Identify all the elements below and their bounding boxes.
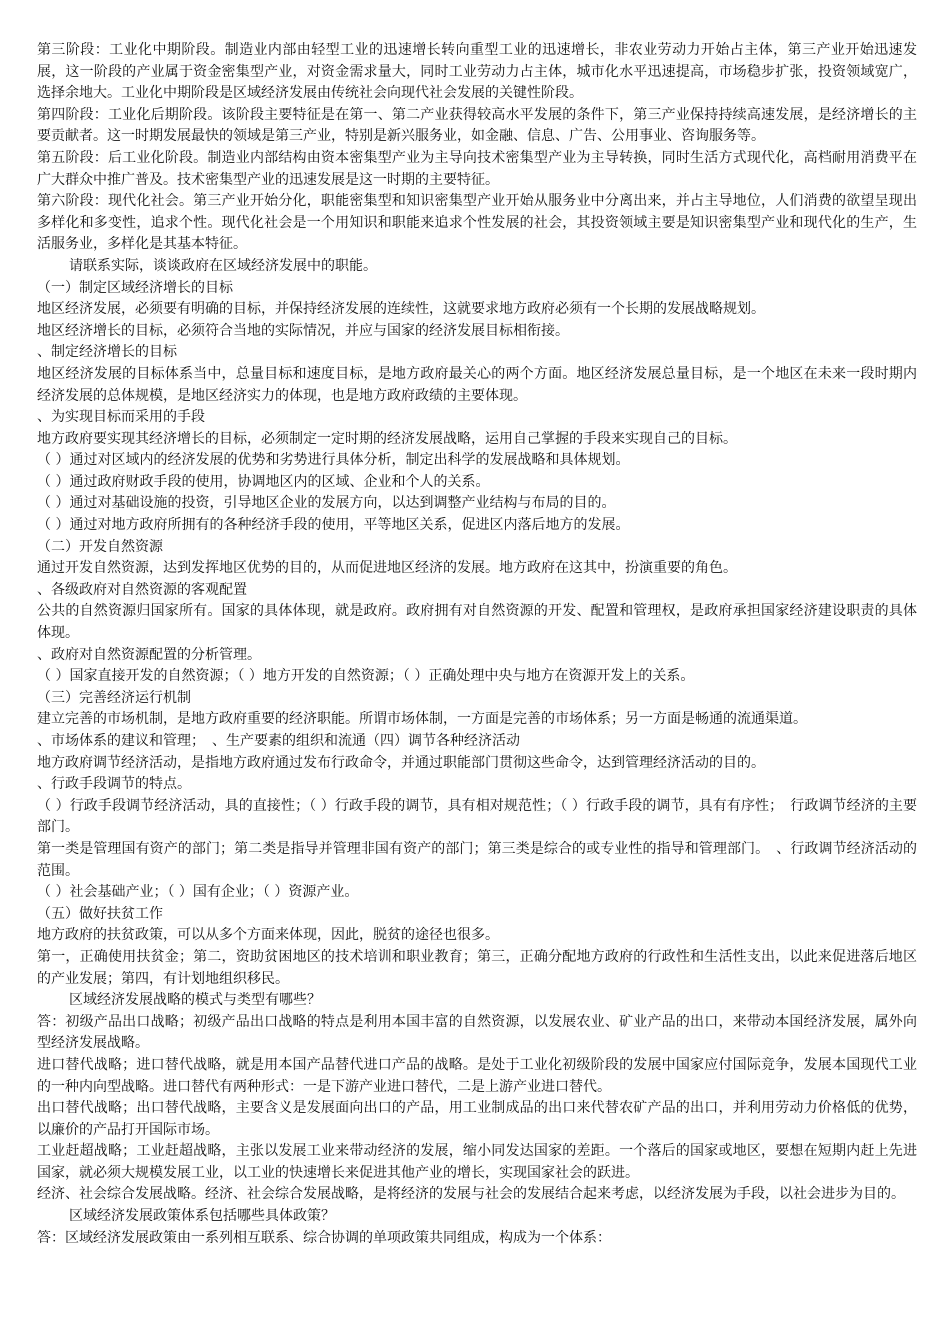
- subheading: 、制定经济增长的目标: [37, 344, 177, 361]
- paragraph: 工业赶超战略；工业赶超战略，主张以发展工业来带动经济的发展，缩小同发达国家的差距。一个落后的国家或地区，要想在短期内赶上先进国家，就必须大规模发展工业，以工业的快速增长来促进其他产业的增长，实现国家社会的跃进。: [37, 1143, 917, 1181]
- answer-paragraph: 答：初级产品出口战略；初级产品出口战略的特点是利用本国丰富的自然资源，以发展农业、矿业产品的出口，来带动本国经济发展，属外向型经济发展战略。: [37, 1013, 917, 1052]
- paragraph: 地区经济发展的目标体系当中，总量目标和速度目标，是地方政府最关心的两个方面。地区经济发展总量目标，是一个地区在未来一段时期内经济发展的总体规模，是地区经济实力的体现，也是地方政府政绩的主要体现。: [37, 365, 917, 404]
- paragraph-stage-3: 第三阶段：工业化中期阶段。制造业内部由轻型工业的迅速增长转向重型工业的迅速增长，非农业劳动力开始占主体，第三产业开始迅速发展，这一阶段的产业属于资金密集型产业，对资金需求量大，同时工业劳动力占主体，城市化水平迅速提高，市场稳步扩张，投资领域宽广，选择余地大。工业化中期阶段是区域经济发展由传统社会向现代社会发展的关键性阶段。: [37, 42, 917, 102]
- paragraph: 第一，正确使用扶贫金；第二，资助贫困地区的技术培训和职业教育；第三，正确分配地方政府的行政性和生活性支出，以此来促进落后地区的产业发展；第四，有计划地组织移民。: [37, 948, 917, 987]
- paragraph: 地方政府的扶贫政策，可以从多个方面来体现，因此，脱贫的途径也很多。: [37, 927, 499, 944]
- paragraph: 地方政府要实现其经济增长的目标，必须制定一定时期的经济发展战略，运用自己掌握的手段来实现自己的目标。: [37, 430, 737, 447]
- list-item: （ ）通过对地方政府所拥有的各种经济手段的使用，平等地区关系，促进区内落后地方的发展。: [37, 517, 630, 534]
- paragraph-stage-5: 第五阶段：后工业化阶段。制造业内部结构由资本密集型产业为主导向技术密集型产业为主导转换，同时生活方式现代化，高档耐用消费平在广大群众中推广普及。技术密集型产业的迅速发展是这一时期的主要特征。: [37, 149, 917, 188]
- paragraph: 进口替代战略；进口替代战略，就是用本国产品替代进口产品的战略。是处于工业化初级阶段的发展中国家应付国际竞争，发展本国现代工业的一种内向型战略。进口替代有两种形式：一是下游产业进口替代，二是上游产业进口替代。: [37, 1056, 917, 1095]
- paragraph: 通过开发自然资源，达到发挥地区优势的目的，从而促进地区经济的发展。地方政府在这其中，扮演重要的角色。: [37, 560, 737, 577]
- section-heading: （五）做好扶贫工作: [37, 905, 163, 922]
- paragraph: 经济、社会综合发展战略。经济、社会综合发展战略，是将经济的发展与社会的发展结合起来考虑，以经济发展为手段，以社会进步为目的。: [37, 1186, 905, 1203]
- paragraph: 建立完善的市场机制，是地方政府重要的经济职能。所谓市场体制，一方面是完善的市场体系；另一方面是畅通的流通渠道。: [37, 711, 807, 728]
- question-strategy-models: 区域经济发展战略的模式与类型有哪些？: [69, 992, 321, 1009]
- answer-paragraph: 答：区域经济发展政策由一系列相互联系、综合协调的单项政策共同组成，构成为一个体系：: [37, 1229, 611, 1246]
- subheading: 、行政手段调节的特点。: [37, 776, 191, 793]
- question-policy-system: 区域经济发展政策体系包括哪些具体政策？: [69, 1208, 335, 1225]
- list-item: （ ）通过对基础设施的投资，引导地区企业的发展方向，以达到调整产业结构与布局的目的。: [37, 495, 616, 512]
- list-item: （ ）国家直接开发的自然资源；（ ）地方开发的自然资源；（ ）正确处理中央与地方在资源开发上的关系。: [37, 668, 695, 685]
- document-body: [37, 40, 917, 1249]
- paragraph: 第一类是管理国有资产的部门；第二类是指导并管理非国有资产的部门；第三类是综合的或专业性的指导和管理部门。 、行政调节经济活动的范围。: [37, 840, 917, 879]
- section-heading: （二）开发自然资源: [37, 538, 163, 555]
- paragraph: 地方政府调节经济活动，是指地方政府通过发布行政命令，并通过职能部门贯彻这些命令，达到管理经济活动的目的。: [37, 754, 765, 771]
- subheading: 、各级政府对自然资源的客观配置: [37, 581, 247, 598]
- list-item: （ ）社会基础产业；（ ）国有企业；（ ）资源产业。: [37, 884, 359, 901]
- paragraph: 地区经济发展，必须要有明确的目标，并保持经济发展的连续性，这就要求地方政府必须有一个长期的发展战略规划。: [37, 301, 765, 318]
- list-item: （ ）行政手段调节经济活动，具的直接性；（ ）行政手段的调节，具有相对规范性；（ ）行政手段的调节，具有有序性； 行政调节经济的主要部门。: [37, 797, 917, 836]
- paragraph: 公共的自然资源归国家所有。国家的具体体现，就是政府。政府拥有对自然资源的开发、配置和管理权，是政府承担国家经济建设职责的具体体现。: [37, 603, 917, 642]
- question-government-functions: 请联系实际，谈谈政府在区域经济发展中的职能。: [69, 257, 377, 274]
- paragraph: 出口替代战略；出口替代战略，主要含义是发展面向出口的产品，用工业制成品的出口来代替农矿产品的出口，并利用劳动力价格低的优势，以廉价的产品打开国际市场。: [37, 1100, 917, 1138]
- list-item: （ ）通过对区域内的经济发展的优势和劣势进行具体分析，制定出科学的发展战略和具体规划。: [37, 452, 630, 469]
- subheading: 、市场体系的建议和管理； 、生产要素的组织和流通（四）调节各种经济活动: [37, 733, 520, 749]
- subheading: 、为实现目标而采用的手段: [37, 409, 205, 426]
- paragraph-stage-4: 第四阶段：工业化后期阶段。该阶段主要特征是在第一、第二产业获得较高水平发展的条件下，第三产业保持持续高速发展，是经济增长的主要贡献者。这一时期发展最快的领域是第三产业，特别是新兴服务业，如金融、信息、广告、公用事业、咨询服务等。: [37, 106, 917, 145]
- section-heading: （一）制定区域经济增长的目标: [37, 279, 233, 296]
- list-item: （ ）通过政府财政手段的使用，协调地区内的区域、企业和个人的关系。: [37, 473, 490, 490]
- subheading: 、政府对自然资源配置的分析管理。: [37, 646, 261, 663]
- paragraph: 地区经济增长的目标，必须符合当地的实际情况，并应与国家的经济发展目标相衔接。: [37, 322, 569, 339]
- section-heading: （三）完善经济运行机制: [37, 689, 191, 706]
- paragraph-stage-6: 第六阶段：现代化社会。第三产业开始分化，职能密集型和知识密集型产业开始从服务业中分离出来，并占主导地位，人们消费的欲望呈现出多样化和多变性，追求个性。现代化社会是一个用知识和职能来追求个性发展的社会，其投资领域主要是知识密集型产业和现代化的生产，生活服务业，多样化是其基本特征。: [37, 193, 917, 253]
